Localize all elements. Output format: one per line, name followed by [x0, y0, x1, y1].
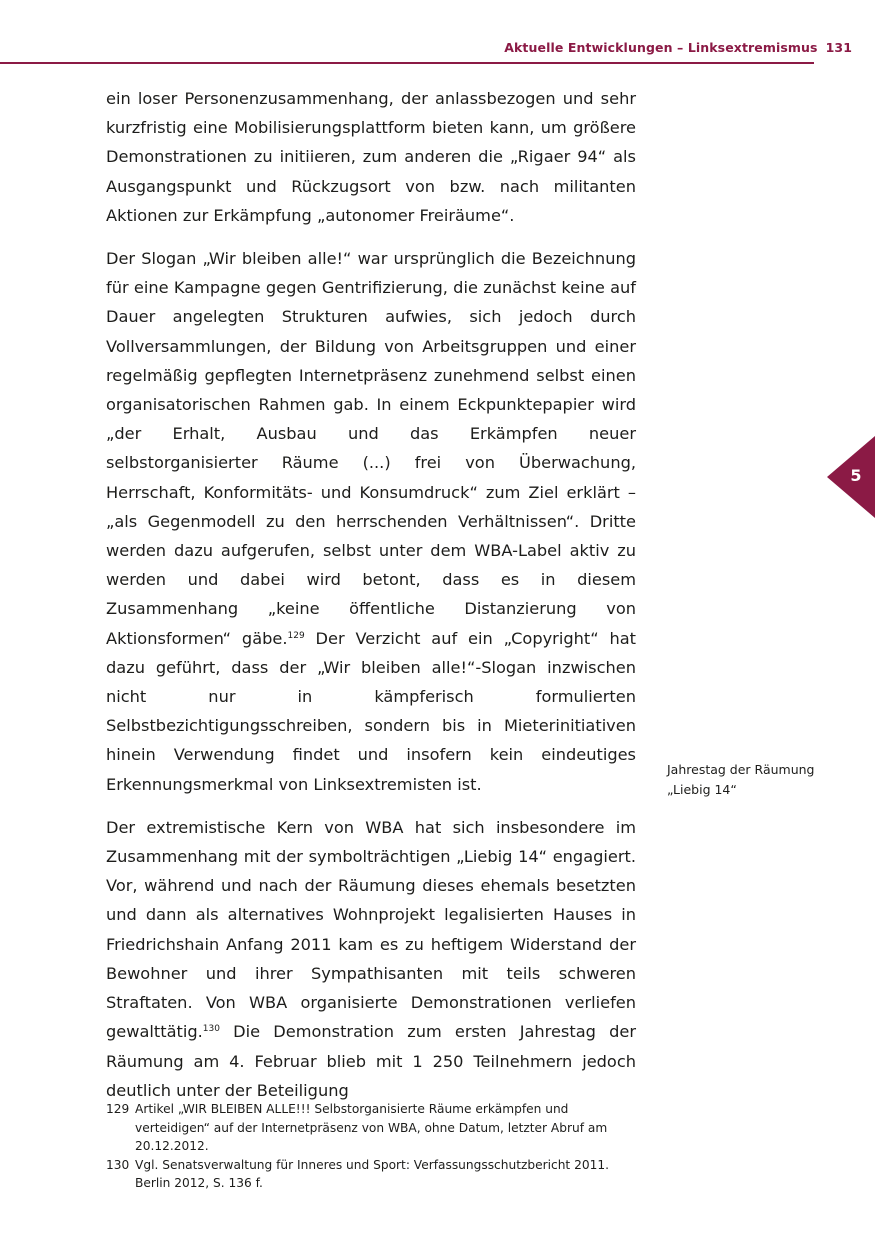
- paragraph-3-part-a: Der extremistische Kern von WBA hat sich insbesondere im Zusammenhang mit der symbolträchtigen „Liebig 14“ engagiert. Vor, während und nach der Räumung dieses ehemals besetzten und dann als alternatives Wohnprojekt legalisierten Hauses in Friedrichshain Anfang 2011 kam es zu heftigem Widerstand der Bewohner und ihrer Sympathisanten mit teils schweren Straftaten. Von WBA organisierte Demonstrationen verliefen gewalttätig.: [106, 817, 636, 1042]
- running-header: [0, 40, 852, 55]
- margin-note: [667, 760, 847, 800]
- footnote-130: [106, 1156, 636, 1193]
- page-number: 131: [825, 40, 852, 55]
- paragraph-2: [106, 244, 636, 799]
- footnote-ref-129: 129: [287, 630, 305, 641]
- paragraph-2-part-a: Der Slogan „Wir bleiben alle!“ war ursprünglich die Bezeichnung für eine Kampagne gegen Gentrifizierung, die zunächst keine auf Dauer angelegten Strukturen aufwies, sich jedoch durch Vollversammlungen, der Bildung von Arbeitsgruppen und einer regelmäßig gepflegten Internetpräsenz zunehmend selbst einen organisatorischen Rahmen gab. In einem Eckpunktepapier wird „der Erhalt, Ausbau und das Erkämpfen neuer selbstorganisierter Räume (...) frei von Überwachung, Herrschaft, Konformitäts- und Konsumdruck“ zum Ziel erklärt – „als Gegenmodell zu den herrschenden Verhältnissen“. Dritte werden dazu aufgerufen, selbst unter dem WBA-Label aktiv zu werden und dabei wird betont, dass es in diesem Zusammenhang „keine öffentliche Distanzierung von Aktionsformen“ gäbe.: [106, 249, 636, 648]
- paragraph-3: [106, 813, 636, 1105]
- margin-note-line-2: „Liebig 14“: [667, 782, 737, 797]
- paragraph-3-part-b: Die Demonstration zum ersten Jahrestag der Räumung am 4. Februar blieb mit 1 250 Teilnehmern jedoch deutlich unter der Beteiligung: [106, 1022, 636, 1100]
- footnote-text: Vgl. Senatsverwaltung für Inneres und Sport: Verfassungsschutzbericht 2011. Berlin 2012, S. 136 f.: [135, 1157, 609, 1190]
- running-header-title: Aktuelle Entwicklungen – Linksextremismus: [504, 40, 818, 55]
- footnote-number: 129: [106, 1102, 130, 1116]
- footnote-129: [106, 1100, 636, 1156]
- footnote-number: 130: [106, 1157, 130, 1172]
- body-text: [106, 84, 636, 1119]
- header-rule: [0, 62, 814, 64]
- footnote-ref-130: 130: [202, 1024, 220, 1035]
- paragraph-2-part-b: Der Verzicht auf ein „Copyright“ hat dazu geführt, dass der „Wir bleiben alle!“-Slogan inzwischen nicht nur in kämpferisch formulierten Selbstbezichtigungsschreiben, sondern bis in Mieterinitiativen hinein Verwendung findet und insofern kein eindeutiges Erkennungsmerkmal von Linksextremisten ist.: [106, 628, 636, 794]
- footnotes: [106, 1100, 636, 1193]
- chapter-number: 5: [850, 466, 862, 485]
- margin-note-line-1: Jahrestag der Räumung: [667, 762, 815, 777]
- paragraph-1: ein loser Personenzusammenhang, der anlassbezogen und sehr kurzfristig eine Mobilisierungsplattform bieten kann, um größere Demonstrationen zu initiieren, zum anderen die „Rigaer 94“ als Ausgangspunkt und Rückzugsort von bzw. nach militanten Aktionen zur Erkämpfung „autonomer Freiräume“.: [106, 89, 636, 225]
- footnote-text: Artikel „WIR BLEIBEN ALLE!!! Selbstorganisierte Räume erkämpfen und verteidigen“ auf der Internetpräsenz von WBA, ohne Datum, letzter Abruf am 20.12.2012.: [135, 1102, 608, 1153]
